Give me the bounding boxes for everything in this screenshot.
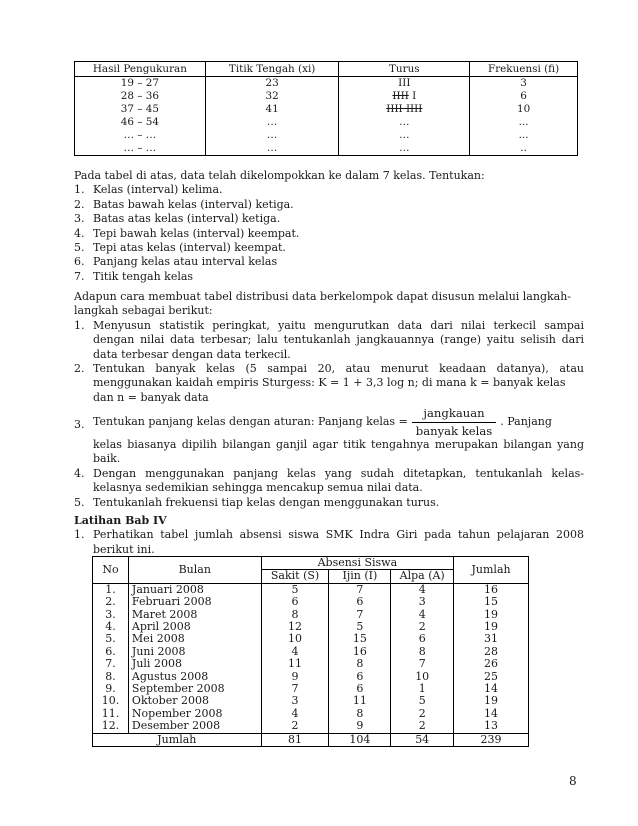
titik-cell: 32 xyxy=(205,90,339,103)
fraction-numerator: jangkauan xyxy=(412,406,496,422)
frek-cell: ... xyxy=(470,129,578,142)
header-titik-tengah: Titik Tengah (xi) xyxy=(205,62,339,77)
titik-cell: … xyxy=(205,129,339,142)
table-row: 1. Januari 2008 5 7 4 16 xyxy=(93,583,529,596)
header-alpa: Alpa (A) xyxy=(391,570,454,583)
header-hasil: Hasil Pengukuran xyxy=(75,62,206,77)
table-row: 7. Juli 2008 11 8 7 26 xyxy=(93,658,529,670)
table-row: 5. Mei 2008 10 15 6 31 xyxy=(93,633,529,645)
hasil-cell: … – … xyxy=(75,129,206,142)
section-title: Latihan Bab IV xyxy=(74,514,167,527)
list-item: 2. Batas bawah kelas (interval) ketiga. xyxy=(74,197,294,211)
titik-cell: 41 xyxy=(205,103,339,116)
absensi-table-header xyxy=(93,557,529,570)
list-item: 5. Tentukanlah frekuensi tiap kelas dengan menggunakan turus. xyxy=(74,495,440,509)
turus-cell xyxy=(339,103,470,116)
frequency-table xyxy=(74,61,578,156)
turus-cell: … xyxy=(339,116,470,129)
list-item: 5. Tepi atas kelas (interval) keempat. xyxy=(74,241,286,255)
table-row xyxy=(75,103,578,116)
table-row xyxy=(75,142,578,156)
absensi-table xyxy=(92,556,529,747)
hasil-cell: … – … xyxy=(75,142,206,156)
list-item: 2. Tentukan banyak kelas (5 sampai 20, atau menurut keadaan datanya), atau menggunakan kaidah empiris Sturgess: K = 1 + 3,3 log n; di mana k = banyak kelas dan n = banyak data xyxy=(74,362,584,404)
titik-cell: 23 xyxy=(205,77,339,91)
table-row xyxy=(75,90,578,103)
table-row xyxy=(75,116,578,129)
turus-cell: III xyxy=(339,77,470,91)
table-row: 8. Agustus 2008 9 6 10 25 xyxy=(93,671,529,683)
fraction xyxy=(412,406,496,438)
header-bulan: Bulan xyxy=(128,557,261,584)
table-row: 4. April 2008 12 5 2 19 xyxy=(93,621,529,633)
steps-section xyxy=(74,290,584,510)
turus-cell xyxy=(339,90,470,103)
total-row xyxy=(93,733,529,746)
list-item: 7. Titik tengah kelas xyxy=(74,269,194,283)
hasil-cell: 37 – 45 xyxy=(75,103,206,116)
tally-rest: I xyxy=(408,90,417,102)
tally-strike: IIII xyxy=(392,90,409,102)
titik-cell: … xyxy=(205,142,339,156)
table-row: 12. Desember 2008 2 9 2 13 xyxy=(93,720,529,733)
table-row xyxy=(75,77,578,91)
turus-cell: … xyxy=(339,142,470,156)
hasil-cell: 46 – 54 xyxy=(75,116,206,129)
table-row xyxy=(75,129,578,142)
list-item: 4. Dengan menggunakan panjang kelas yang sudah ditetapkan, tentukanlah kelas-kelasnya sedemikian sehingga mencakup semua nilai data. xyxy=(74,466,584,495)
table-row: 11. Nopember 2008 4 8 2 14 xyxy=(93,708,529,720)
table-row: 2. Februari 2008 6 6 3 15 xyxy=(93,596,529,608)
page-number: 8 xyxy=(569,774,577,788)
fraction-denominator: banyak kelas xyxy=(415,423,493,438)
table-row: 10. Oktober 2008 3 11 5 19 xyxy=(93,695,529,707)
total-jumlah: 239 xyxy=(454,733,529,746)
list-item: 3. Batas atas kelas (interval) ketiga. xyxy=(74,212,281,226)
total-alpa: 54 xyxy=(391,733,454,746)
total-label: Jumlah xyxy=(93,733,262,746)
turus-cell: … xyxy=(339,129,470,142)
exercise-questions xyxy=(74,169,584,284)
frequency-table-header xyxy=(75,62,578,77)
intro-text: Pada tabel di atas, data telah dikelompokkan ke dalam 7 kelas. Tentukan: xyxy=(74,169,485,182)
header-ijin: Ijin (I) xyxy=(329,570,391,583)
titik-cell: … xyxy=(205,116,339,129)
frek-cell: 6 xyxy=(470,90,578,103)
header-jumlah: Jumlah xyxy=(454,557,529,584)
total-sakit: 81 xyxy=(261,733,329,746)
tally-strike: IIII IIII xyxy=(386,103,423,115)
header-frekuensi: Frekuensi (fi) xyxy=(470,62,578,77)
list-item: 1. Kelas (interval) kelima. xyxy=(74,183,223,197)
hasil-cell: 28 – 36 xyxy=(75,90,206,103)
frek-cell: .. xyxy=(470,142,578,156)
table-row: 9. September 2008 7 6 1 14 xyxy=(93,683,529,695)
list-item: 6. Panjang kelas atau interval kelas xyxy=(74,255,278,269)
header-sakit: Sakit (S) xyxy=(261,570,329,583)
total-ijin: 104 xyxy=(329,733,391,746)
frek-cell: 3 xyxy=(470,77,578,91)
header-no: No xyxy=(93,557,129,584)
steps-intro: Adapun cara membuat tabel distribusi data berkelompok dapat disusun melalui langkah-langkah sebagai berikut: xyxy=(74,290,572,318)
list-item: 3. Tentukan panjang kelas dengan aturan: Panjang kelas = $\frac{\text{jangkauan}}{\text{banyak kelas}}$ . Panjang kelas biasanya dipilih bilangan ganjil agar titik tengahnya merupakan bilangan yang baik. xyxy=(74,406,584,466)
header-turus: Turus xyxy=(339,62,470,77)
list-item: 4. Tepi bawah kelas (interval) keempat. xyxy=(74,226,300,240)
list-item: 1. Menyusun statistik peringkat, yaitu mengurutkan data dari nilai terkecil sampai dengan nilai data terbesar; lalu tentukanlah jangkauannya (range) yaitu selisih dari data terbesar dengan data terkecil. xyxy=(74,318,584,361)
frek-cell: 10 xyxy=(470,103,578,116)
hasil-cell: 19 – 27 xyxy=(75,77,206,91)
table-row: 3. Maret 2008 8 7 4 19 xyxy=(93,609,529,621)
list-item: 1. Perhatikan tabel jumlah absensi siswa SMK Indra Giri pada tahun pelajaran 2008 berikut ini. xyxy=(74,528,584,556)
table-row: 6. Juni 2008 4 16 8 28 xyxy=(93,646,529,658)
header-absensi-siswa: Absensi Siswa xyxy=(261,557,453,570)
frek-cell: ... xyxy=(470,116,578,129)
latihan-section xyxy=(74,514,584,557)
